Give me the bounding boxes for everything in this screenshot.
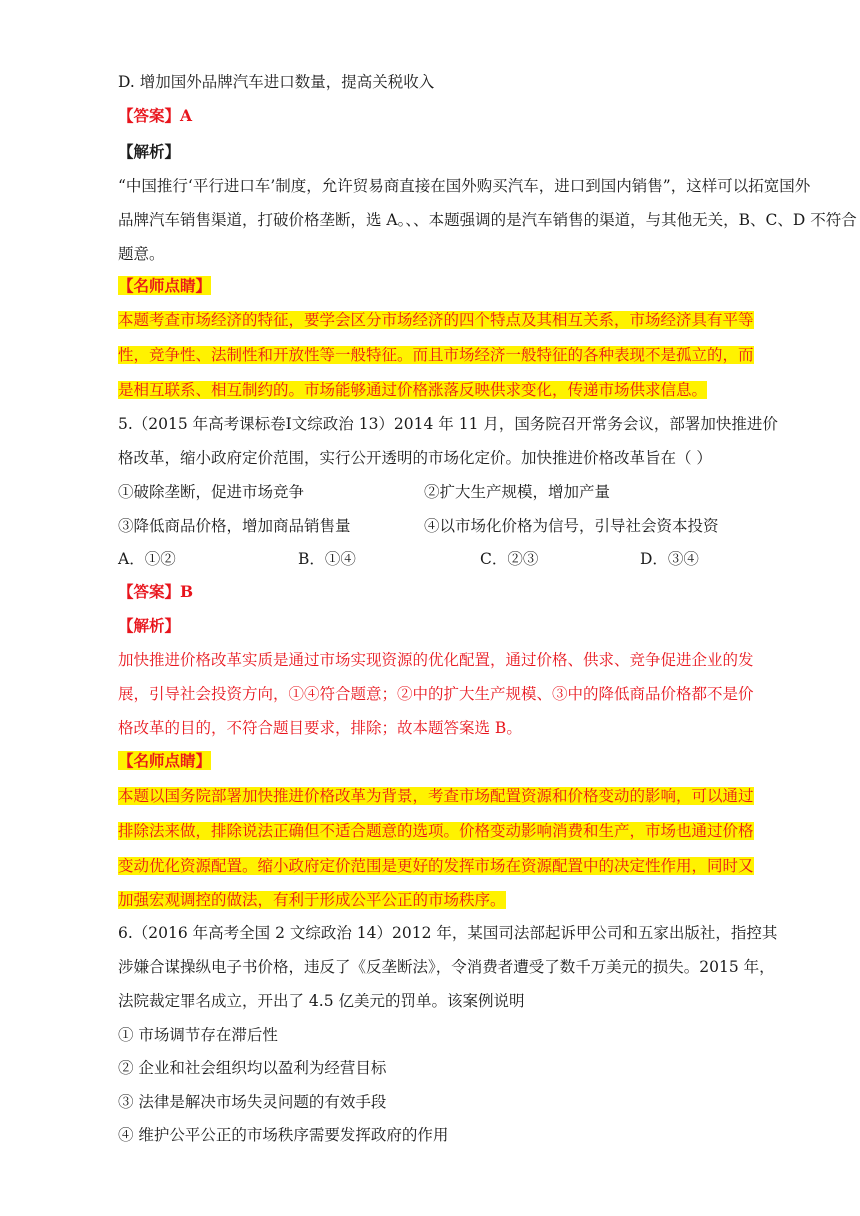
q5-tip-tag: 【名师点睛】 bbox=[118, 751, 212, 770]
q5-tip-line: 变动优化资源配置。缩小政府定价范围是更好的发挥市场在资源配置中的决定性作用，同时又 bbox=[118, 857, 754, 875]
analysis-line: 题意。 bbox=[118, 245, 165, 263]
analysis-tag: 【解析】 bbox=[118, 142, 181, 161]
q5-item-3: ③降低商品价格，增加商品销售量 bbox=[118, 517, 351, 535]
q5-item-1: ①破除垄断，促进市场竞争 bbox=[118, 483, 305, 501]
q5-item-4: ④以市场化价格为信号，引导社会资本投资 bbox=[424, 517, 719, 535]
q5-tip-line: 加强宏观调控的做法，有利于形成公平公正的市场秩序。 bbox=[118, 891, 506, 909]
q5-tip-line: 本题以国务院部署加快推进价格改革为背景，考查市场配置资源和价格变动的影响，可以通过 bbox=[118, 787, 754, 805]
q5-choice-b: B．①④ bbox=[298, 550, 356, 568]
q5-stem-line: 格改革，缩小政府定价范围，实行公开透明的市场化定价。加快推进价格改革旨在（ ） bbox=[118, 449, 712, 467]
analysis-line: 品牌汽车销售渠道，打破价格垄断，选 A。、、本题强调的是汽车销售的渠道，与其他无关，B、C、D 不符合 bbox=[118, 211, 857, 229]
q5-analysis-line: 格改革的目的，不符合题目要求，排除；故本题答案选 B。 bbox=[118, 719, 522, 737]
q6-item-4: ④ 维护公平公正的市场秩序需要发挥政府的作用 bbox=[118, 1126, 449, 1144]
q5-analysis-tag: 【解析】 bbox=[118, 616, 181, 635]
q6-stem-line: 6.（2016 年高考全国 2 文综政治 14）2012 年，某国司法部起诉甲公司和五家出版社，指控其 bbox=[118, 924, 778, 942]
q6-stem-line: 涉嫌合谋操纵电子书价格，违反了《反垄断法》，令消费者遭受了数千万美元的损失。2015 年， bbox=[118, 958, 775, 976]
option-d: D. 增加国外品牌汽车进口数量，提高关税收入 bbox=[118, 73, 435, 91]
q6-item-1: ① 市场调节存在滞后性 bbox=[118, 1026, 278, 1044]
q5-choice-c: C．②③ bbox=[480, 550, 539, 568]
q5-analysis-line: 展，引导社会投资方向，①④符合题意；②中的扩大生产规模、③中的降低商品价格都不是价 bbox=[118, 685, 754, 703]
answer-tag: 【答案】A bbox=[118, 106, 193, 125]
q5-item-2: ②扩大生产规模，增加产量 bbox=[424, 483, 611, 501]
q5-tip-line: 排除法来做，排除说法正确但不适合题意的选项。价格变动影响消费和生产，市场也通过价格 bbox=[118, 822, 754, 840]
tip-line: 是相互联系、相互制约的。市场能够通过价格涨落反映供求变化，传递市场供求信息。 bbox=[118, 381, 708, 399]
q5-answer-tag: 【答案】B bbox=[118, 582, 194, 601]
tip-line: 本题考查市场经济的特征，要学会区分市场经济的四个特点及其相互关系，市场经济具有平等 bbox=[118, 311, 754, 329]
q5-choice-d: D．③④ bbox=[640, 550, 699, 568]
q6-item-2: ② 企业和社会组织均以盈利为经营目标 bbox=[118, 1059, 387, 1077]
q5-choice-a: A．①② bbox=[118, 550, 176, 568]
q5-analysis-line: 加快推进价格改革实质是通过市场实现资源的优化配置，通过价格、供求、竞争促进企业的发 bbox=[118, 651, 754, 669]
q5-stem-line: 5.（2015 年高考课标卷Ⅰ文综政治 13）2014 年 11 月，国务院召开常务会议，部署加快推进价 bbox=[118, 415, 778, 433]
analysis-line: “中国推行‘平行进口车’制度，允许贸易商直接在国外购买汽车，进口到国内销售”，这样可以拓宽国外 bbox=[118, 177, 811, 195]
q6-stem-line: 法院裁定罪名成立，开出了 4.5 亿美元的罚单。该案例说明 bbox=[118, 992, 525, 1010]
q6-item-3: ③ 法律是解决市场失灵问题的有效手段 bbox=[118, 1093, 387, 1111]
tip-line: 性，竞争性、法制性和开放性等一般特征。而且市场经济一般特征的各种表现不是孤立的，而 bbox=[118, 346, 754, 364]
tip-tag: 【名师点睛】 bbox=[118, 276, 212, 295]
